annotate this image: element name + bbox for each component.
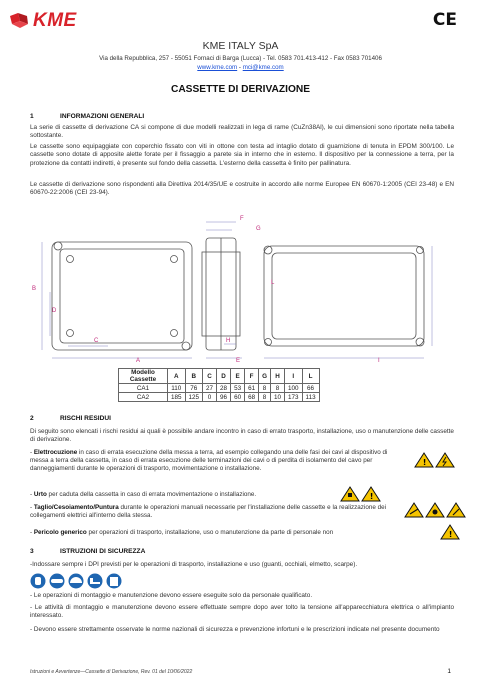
table-cell: 8 — [271, 384, 285, 393]
table-cell: 173 — [285, 393, 303, 402]
kme-logo-icon — [8, 12, 30, 30]
technical-drawing — [28, 212, 458, 364]
svg-text:!: ! — [422, 458, 427, 467]
cut-warning-icons — [404, 502, 466, 518]
risk-cut: - Taglio/Cesoiamento/Puntura durante le operazioni manuali necessarie per l'installazione delle cassette e la realizzazione dei collegamenti elettrici all'interno della stessa. — [30, 504, 386, 520]
table-cell: 53 — [231, 384, 245, 393]
table-header: D — [217, 369, 231, 384]
safety-bullet-1-text: Le operazioni di montaggio e manutenzione devono essere eseguite solo da personale qualificato. — [33, 592, 313, 599]
section-1-title: INFORMAZIONI GENERALI — [60, 113, 145, 120]
dim-label-E: E — [236, 358, 241, 364]
generic-warning-icon — [440, 524, 460, 540]
table-cell: 10 — [271, 393, 285, 402]
link-separator: - — [237, 64, 243, 71]
section-1-paragraph-1: La serie di cassette di derivazione CA si compone di due modelli realizzati in lega di rame (CuZn38Al), le cui dimensioni sono riportate nella tabella sottostante. — [30, 124, 454, 140]
ppe-icons — [30, 573, 140, 589]
table-cell: 60 — [231, 393, 245, 402]
dim-label-F: F — [240, 216, 244, 222]
page-number: 1 — [447, 668, 451, 675]
risk-impact: - Urto per caduta della cassetta in caso di errata movimentazione o installazione. — [30, 491, 257, 498]
logo-text: KME — [33, 10, 77, 31]
impact-warning-icons — [340, 486, 382, 502]
helmet-icon — [69, 574, 84, 589]
table-header: G — [259, 369, 271, 384]
kme-logo — [8, 10, 77, 32]
table-header-row — [119, 369, 320, 384]
risk-generic-text: per operazioni di trasporto, installazione, uso o manutenzione da parte di personale non — [86, 529, 334, 536]
safety-bullet-3: - Devono essere strettamente osservate le norme nazionali di sicurezza e prevenzione infortuni e le prescrizioni indicate nel presente documento — [30, 626, 440, 633]
safety-shoes-icon — [88, 574, 103, 589]
section-3-number: 3 — [30, 548, 34, 555]
table-header: E — [231, 369, 245, 384]
table-cell: 110 — [168, 384, 186, 393]
contact-links — [0, 64, 481, 71]
puncture-hazard-icon — [447, 503, 465, 517]
table-header: Modello Cassette — [119, 369, 168, 384]
dim-label-H: H — [226, 338, 231, 344]
section-2-intro: Di seguito sono elencati i rischi residui ai quali è possibile andare incontro in caso di errato trasporto, installazione, uso o manutenzione delle cassette di derivazione. — [30, 428, 454, 444]
risk-generic: - Pericolo generico per operazioni di trasporto, installazione, uso o manutenzione da parte di personale non — [30, 529, 334, 536]
table-header: C — [203, 369, 217, 384]
table-cell: 61 — [245, 384, 259, 393]
company-name: KME ITALY SpA — [202, 40, 279, 52]
protective-clothing-icon — [107, 574, 122, 589]
table-row — [119, 393, 320, 402]
section-1-paragraph-3: Le cassette di derivazione sono rispondenti alla Direttiva 2014/35/UE e costruite in accordo alle norme Europee EN 60670-1:2005 (CEI 23-48) e EN 60670-22:2006 (CEI 23-94). — [30, 181, 454, 197]
section-1-heading — [30, 113, 144, 120]
table-cell: CA1 — [119, 384, 168, 393]
risk-cut-text: durante le operazioni manuali necessarie per l'installazione delle cassette e la realizzazione dei collegamenti elettrici all'interno della stessa. — [30, 504, 386, 520]
website-link[interactable]: www.kme.com — [197, 64, 238, 71]
side-view — [202, 238, 240, 350]
front-view — [52, 242, 192, 350]
risk-cut-title: Taglio/Cesoiamento/Puntura — [33, 504, 119, 511]
table-header: H — [271, 369, 285, 384]
section-2-heading — [30, 415, 111, 422]
cut-hazard-icon — [405, 503, 423, 517]
safety-bullet-2: - Le attività di montaggio e manutenzione devono essere effettuate sempre dopo aver tolto la tensione all'apparecchiatura elettrica o all'impianto interessato. — [30, 604, 455, 620]
table-cell: 113 — [302, 393, 319, 402]
electric-warning-icon — [436, 453, 454, 467]
table-cell: 27 — [203, 384, 217, 393]
risk-electrocution: - Elettrocuzione in caso di errata esecuzione della messa a terra, ad esempio collegando una delle fasi dei cavi al dispositivo di messa a terra della cassetta, in caso di errata esecuzione delle terminazioni dei cavi o di perdita di isolamento del cavo per danneggiamenti durante le operazioni di trasporto, movimentazione o installazione. — [30, 449, 388, 473]
table-header: I — [285, 369, 303, 384]
company-address: Via della Repubblica, 257 - 55051 Fornaci di Barga (Lucca) - Tel. 0583 701.413-412 - Fax 0583 701406 — [99, 55, 382, 62]
table-cell: 66 — [302, 384, 319, 393]
footer-text: Istruzioni e Avvertenze—Cassette di Derivazione, Rev. 01 del 10/06/2022 — [30, 669, 193, 675]
risk-electrocution-text: in caso di errata esecuzione della messa a terra, ad esempio collegando una delle fasi dei cavi al dispositivo di messa a terra della cassetta, in caso di errata esecuzione delle terminazioni dei cavi o di perdita di isolamento del cavo per danneggiamenti durante le operazioni di trasporto, movimentazione o installazione. — [30, 449, 388, 473]
back-view — [264, 246, 424, 346]
table-header: L — [302, 369, 319, 384]
table-cell: 8 — [259, 393, 271, 402]
table-cell: 8 — [259, 384, 271, 393]
falling-object-icon — [341, 487, 359, 501]
table-header: B — [185, 369, 203, 384]
goggles-icon — [50, 574, 65, 589]
document-title: CASSETTE DI DERIVAZIONE — [170, 84, 311, 95]
table-cell: 185 — [168, 393, 186, 402]
dim-label-A: A — [136, 358, 141, 364]
table-row — [119, 384, 320, 393]
electrocution-warning-icons — [414, 452, 456, 468]
table-cell: 68 — [245, 393, 259, 402]
table-cell: 96 — [217, 393, 231, 402]
section-1-paragraph-2: Le cassette sono equipaggiate con coperchio fissato con viti in ottone con testa ad intaglio dotato di guarnizione di tenuta in EPDM 300/100. Le cassette sono dotate di apposite alette forate per il fissaggio a parete sia in interno che in esterno. Il dispositivo per la connessione a terra, per la protezione da contatti indiretti, è presente sul fondo della cassetta. L'esterno della cassetta è finito per pallinatura. — [30, 143, 454, 167]
safety-bullet-2-text: Le attività di montaggio e manutenzione devono essere effettuate sempre dopo aver tolto la tensione all'apparecchiatura elettrica o all'impianto interessato. — [30, 604, 455, 620]
risk-electrocution-title: Elettrocuzione — [33, 449, 78, 456]
table-cell: 125 — [185, 393, 203, 402]
dimensions-table — [118, 368, 320, 402]
section-3-heading — [30, 548, 145, 555]
svg-text:!: ! — [448, 530, 453, 539]
section-2-title: RISCHI RESIDUI — [60, 415, 111, 422]
dim-label-B: B — [32, 286, 37, 292]
ppe-instruction: -Indossare sempre i DPI previsti per le operazioni di trasporto, installazione e uso (guanti, occhiali, elmetto, scarpe). — [30, 561, 358, 568]
dim-label-D: D — [52, 308, 57, 314]
section-1-number: 1 — [30, 113, 34, 120]
general-warning-icon — [362, 487, 380, 501]
safety-bullet-1: - Le operazioni di montaggio e manutenzione devono essere eseguite solo da personale qualificato. — [30, 592, 313, 599]
table-cell: CA2 — [119, 393, 168, 402]
table-cell: 76 — [185, 384, 203, 393]
dim-label-L: L — [271, 280, 275, 286]
ce-mark: CE — [432, 10, 457, 30]
risk-impact-title: Urto — [33, 491, 47, 498]
table-cell: 0 — [203, 393, 217, 402]
safety-bullet-3-text: Devono essere strettamente osservate le norme nazionali di sicurezza e prevenzione infortuni e le prescrizioni indicate nel presente documento — [33, 626, 440, 633]
general-warning-icon — [415, 453, 433, 467]
section-3-title: ISTRUZIONI DI SICUREZZA — [60, 548, 146, 555]
risk-generic-title: Pericolo generico — [33, 529, 87, 536]
dim-label-C: C — [94, 338, 99, 344]
risk-impact-text: per caduta della cassetta in caso di errata movimentazione o installazione. — [46, 491, 257, 498]
table-cell: 28 — [217, 384, 231, 393]
crush-hazard-icon — [426, 503, 444, 517]
gloves-icon — [31, 574, 46, 589]
svg-text:!: ! — [369, 492, 374, 501]
section-2-number: 2 — [30, 415, 34, 422]
table-header: F — [245, 369, 259, 384]
table-header: A — [168, 369, 186, 384]
email-link[interactable]: mci@kme.com — [242, 64, 284, 71]
dim-label-I: I — [378, 358, 380, 364]
dim-label-G: G — [256, 226, 261, 232]
table-cell: 100 — [285, 384, 303, 393]
